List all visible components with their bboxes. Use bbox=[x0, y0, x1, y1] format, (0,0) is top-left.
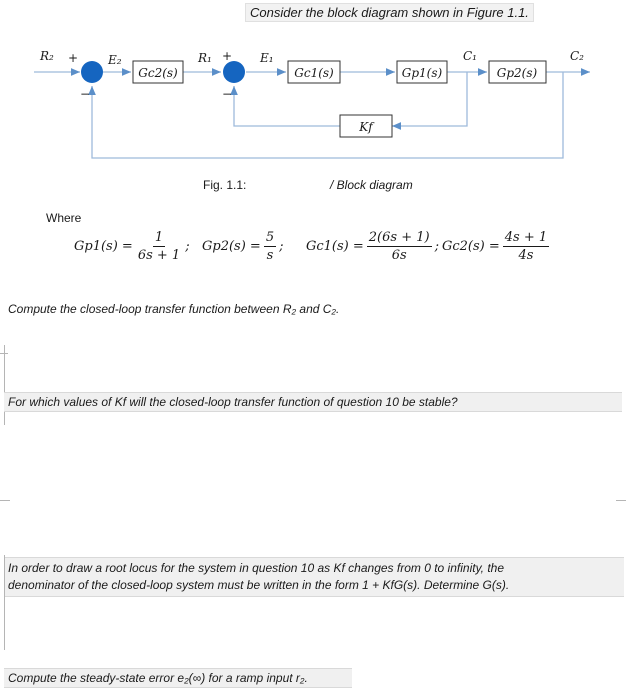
equation-gc2-lhs: Gc2(s) = bbox=[442, 238, 500, 254]
equation-gp2-lhs: Gp2(s) = bbox=[202, 238, 261, 254]
margin-tick bbox=[616, 500, 626, 501]
equation-gc1-fraction bbox=[367, 229, 432, 264]
sum2-plus-sign: + bbox=[222, 49, 233, 63]
equation-gc1 bbox=[306, 222, 439, 270]
block-diagram bbox=[0, 0, 626, 200]
question-root-locus bbox=[4, 557, 624, 597]
block-gc1-label: Gc1(s) bbox=[294, 66, 334, 80]
page-edge-line bbox=[4, 345, 5, 425]
question-root-locus-line-1: In order to draw a root locus for the system in question 10 as Kf changes from 0 to infinity, the bbox=[8, 561, 505, 575]
equation-gc1-separator: ; bbox=[434, 238, 439, 254]
equation-gp2-fraction bbox=[264, 229, 276, 264]
signal-e1-label: E₁ bbox=[260, 51, 274, 65]
figure-label: Fig. 1.1: bbox=[203, 178, 247, 192]
equation-gc2 bbox=[442, 222, 552, 270]
summing-junction-1 bbox=[81, 61, 103, 83]
equation-gp1-separator: ; bbox=[185, 238, 190, 254]
equation-gp2-denominator: s bbox=[266, 247, 274, 263]
equation-gp2-numerator: 5 bbox=[265, 229, 275, 245]
equation-gc1-lhs: Gc1(s) = bbox=[306, 238, 364, 254]
block-gp2-label: Gp2(s) bbox=[496, 66, 538, 80]
equation-gc1-denominator: 6s bbox=[391, 247, 407, 263]
equation-gc2-fraction bbox=[503, 229, 549, 264]
signal-r2-label: R₂ bbox=[40, 49, 54, 63]
equation-gp1 bbox=[74, 222, 190, 270]
question-stability-range: For which values of Kf will the closed-loop transfer function of question 10 be stable? bbox=[4, 392, 622, 412]
forward-path-lines bbox=[34, 72, 590, 158]
block-gp1-label: Gp1(s) bbox=[401, 66, 443, 80]
page-edge-line bbox=[4, 555, 5, 650]
equation-gp1-lhs: Gp1(s) = bbox=[74, 238, 133, 254]
equation-gc2-numerator: 4s + 1 bbox=[504, 229, 548, 245]
sum1-minus-sign: − bbox=[80, 87, 91, 101]
block-kf-label: Kf bbox=[359, 120, 373, 134]
equation-gp1-numerator: 1 bbox=[154, 229, 164, 245]
question-closed-loop-tf: Compute the closed-loop transfer function between R₂ and C₂. bbox=[8, 302, 340, 316]
signal-r1-label: R₁ bbox=[198, 51, 212, 65]
where-label: Where bbox=[46, 211, 82, 225]
question-steady-state-error: Compute the steady-state error e₂(∞) for a ramp input r₂. bbox=[4, 668, 352, 688]
signal-c2-label: C₂ bbox=[570, 49, 584, 63]
transfer-function-definitions bbox=[60, 222, 620, 270]
equation-gp2 bbox=[202, 222, 284, 270]
figure-title: / Block diagram bbox=[330, 178, 413, 192]
equation-gp1-fraction bbox=[136, 229, 182, 264]
question-root-locus-line-2: denominator of the closed-loop system must be written in the form 1 + KfG(s). Determine G(s). bbox=[8, 578, 510, 592]
equation-gc1-numerator: 2(6s + 1) bbox=[368, 229, 430, 245]
block-gc2-label: Gc2(s) bbox=[138, 66, 178, 80]
signal-c1-label: C₁ bbox=[463, 49, 477, 63]
summing-junction-2 bbox=[223, 61, 245, 83]
sum1-plus-sign: + bbox=[68, 51, 79, 65]
signal-e2-label: E₂ bbox=[108, 53, 122, 67]
equation-gc2-denominator: 4s bbox=[518, 247, 534, 263]
equation-gp1-denominator: 6s + 1 bbox=[137, 247, 181, 263]
figure-heading: Consider the block diagram shown in Figure 1.1. bbox=[245, 3, 534, 22]
equation-gp2-separator: ; bbox=[279, 238, 284, 254]
sum2-minus-sign: − bbox=[222, 87, 233, 101]
margin-tick bbox=[0, 500, 10, 501]
